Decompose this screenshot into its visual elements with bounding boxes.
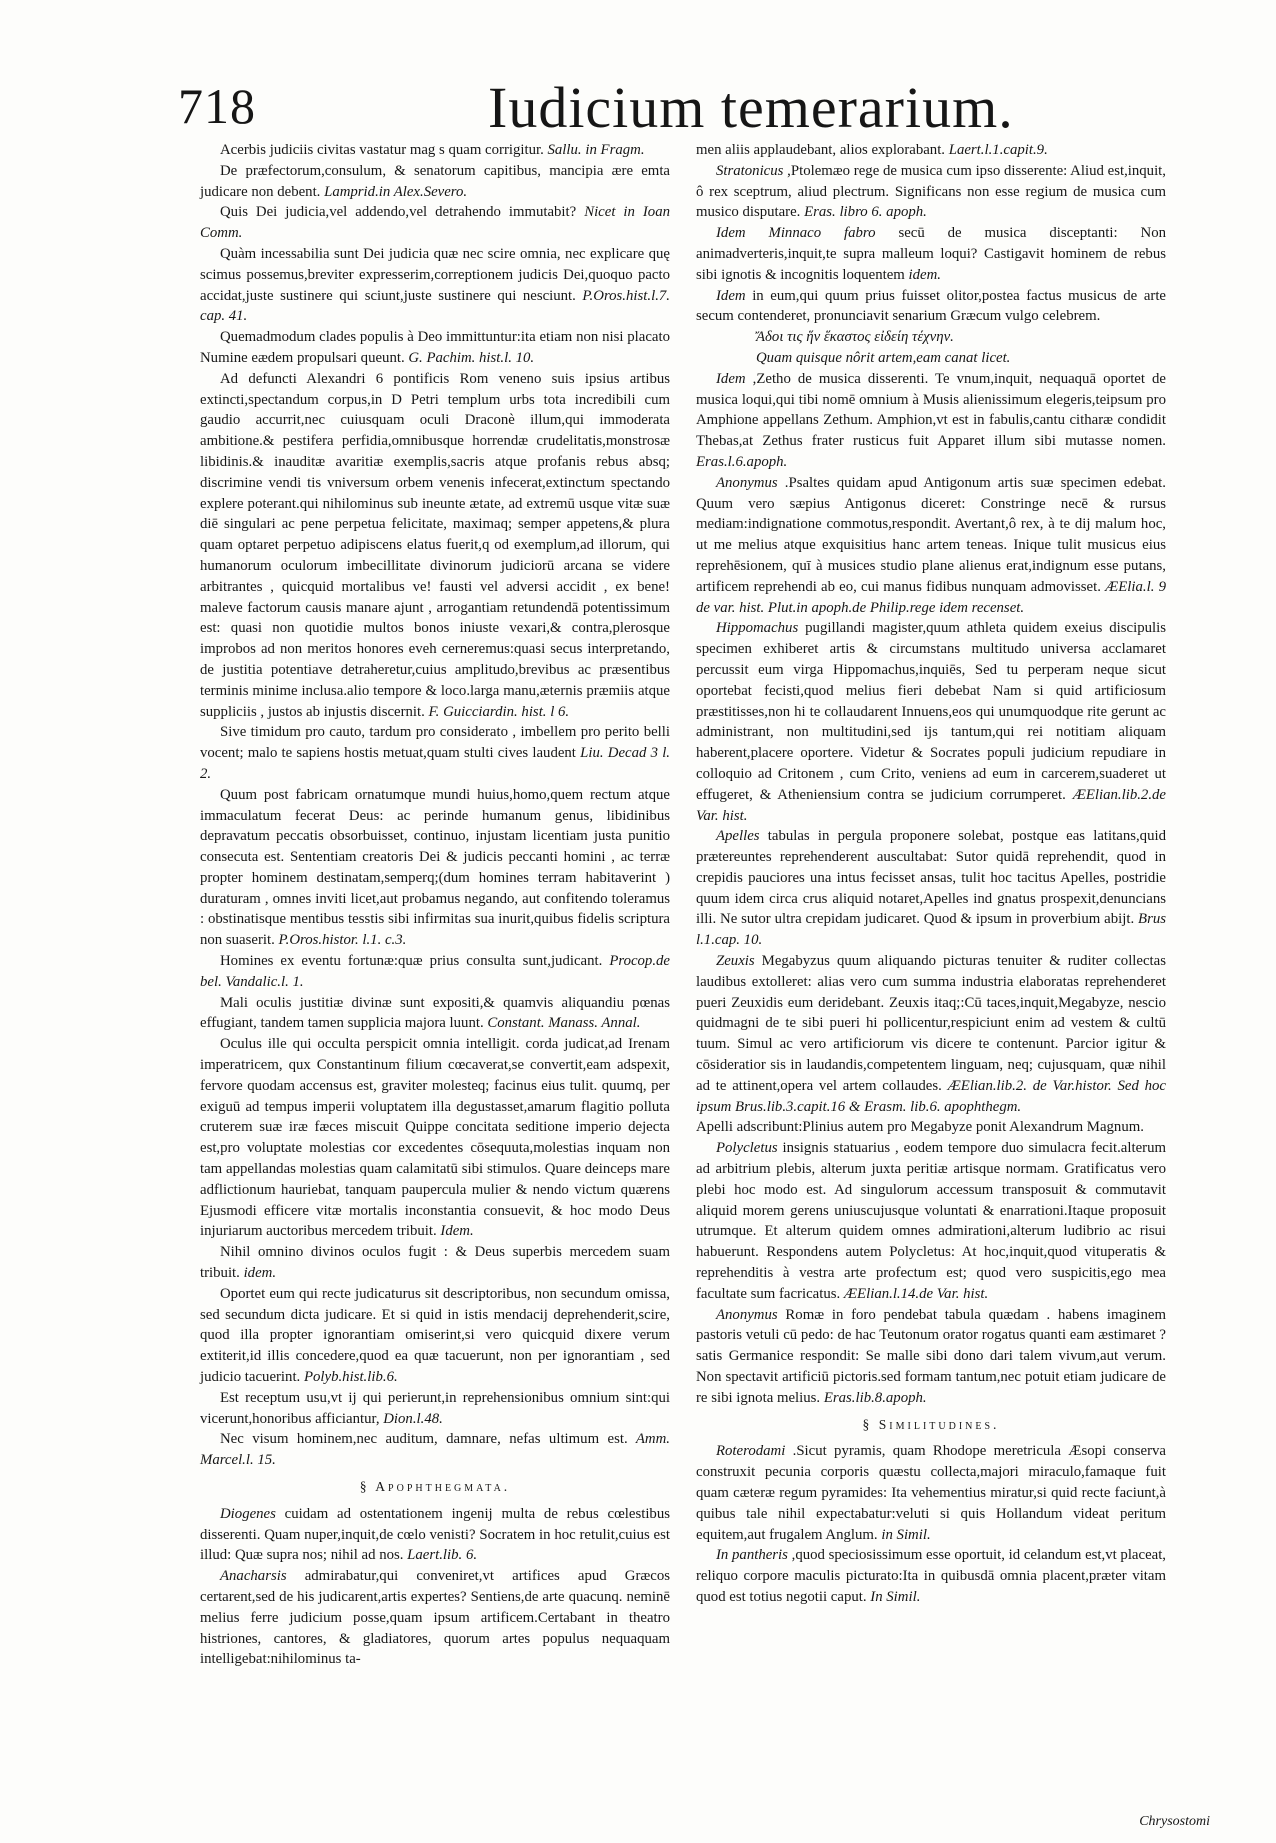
citation: In Simil. — [866, 1588, 921, 1605]
lead-name: Idem — [716, 370, 746, 387]
paragraph-text: Quis Dei judicia,vel addendo,vel detrahendo immutabit? — [220, 204, 577, 221]
paragraph — [200, 140, 670, 161]
paragraph-text: in eum,qui quum prius fuisset olitor,postea factus musicus de arte secum contenderet, pronunciavit senarium Græcum vulgo celebrem. — [696, 287, 1166, 325]
paragraph-text: Sive timidum pro cauto, tardum pro considerato , imbellem pro perito belli vocent; malo te sapiens hostis metuat,quam stulti cives laudent — [200, 724, 670, 762]
paragraph — [200, 1504, 670, 1566]
citation: Dion.l.48. — [379, 1410, 443, 1427]
verse-line: Quam quisque nôrit artem,eam canat licet. — [756, 349, 1011, 366]
paragraph — [200, 1566, 670, 1670]
lead-name: Hippomachus — [716, 620, 799, 637]
citation: Laert.lib. 6. — [403, 1547, 478, 1564]
citation: idem. — [239, 1265, 277, 1282]
citation: Liu. Decad 3 l. 2. — [200, 745, 671, 782]
citation: ÆElia.l. 9 de var. hist. Plut.in apoph.de Philip.rege idem recenset. — [696, 578, 1166, 616]
paragraph — [696, 223, 1166, 285]
paragraph-text: Homines ex eventu fortunæ:quæ prius consulta sunt,judicant. — [220, 953, 603, 970]
citation: idem. — [904, 266, 941, 283]
paragraph — [200, 369, 670, 723]
citation: Brus l.1.cap. 10. — [696, 911, 1167, 949]
citation: Laert.l.1.capit.9. — [945, 142, 1048, 158]
section-heading: § Similitudines. — [862, 1416, 1000, 1432]
paragraph-text: ,Ptolemæo rege de musica cum ipso disserente: Aliud est,inquit, ô rex sceptrum, aliud plectrum. Significans non esse regium de musica cum musico disputare. — [696, 162, 1166, 221]
citation: Sallu. in Fragm. — [543, 142, 645, 158]
lead-name: Anacharsis — [220, 1568, 287, 1585]
citation: ÆElian.lib.2. de Var.histor. Sed hoc ipsum Brus.lib.3.capit.16 & Erasm. lib.6. apophthegm. — [696, 1077, 1166, 1115]
lead-name: Idem Minnaco fabro — [716, 225, 876, 242]
paragraph-text: Ad defuncti Alexandri 6 pontificis Rom veneno suis ipsius artibus extincti,spectandum corpus,in D Petri templum urbs tota incredibili cum gaudio accurrit,nec cuiusquam oculi Draconè illum,qui immoderata ambitione.& pestifera perfidia,omnibusque horrendæ crudelitatis,monstrosæ libidinis.& inauditæ avaritiæ exemplis,sacris atque profanis rebus absq; discrimine vendi tis vniversum orbem venenis infecerat,extinctum spectando explere poterant.qui nihilominus sub ineunte ætate, ad extremū usque vitæ suæ diē singulari ac pene perpetua felicitate, maximaq; semper appetens,& plura quam optaret perpetuo adipiscens elatus fuerit,q od exemplum,ad illorum, qui humanorum oculorum imbecillitate divinorum judiciorū arcana se videre arbitrantes , quicquid mortalibus ve! fausti vel adversi accidit , ex bene! maleve factorum causis manare ajunt , arrogantiam retundendā potentissimum est: quasi non quotidie multos bonos iniuste vexari,& contra,plerosque improbos ad non meritos honores eveh cerneremus:quasi secus interpretando, de justitia potentiave detraheretur,cuius amplitudo,brevibus ac præsentibus terminis minime inclusa.alio tempore & loco.larga manu,æternis præmiis atque suppliciis , justos ab injustis discernit. — [200, 370, 670, 720]
paragraph — [200, 244, 670, 327]
lead-name: Polycletus — [716, 1140, 778, 1157]
paragraph — [200, 993, 670, 1035]
paragraph — [200, 951, 670, 993]
citation: Eras.l.6.apoph. — [696, 453, 788, 470]
lead-name: Idem — [716, 287, 746, 304]
lead-name: Stratonicus — [716, 162, 784, 179]
citation: G. Pachim. hist.l. 10. — [404, 349, 535, 366]
paragraph-text: Quemadmodum clades populis à Deo immittuntur:ita etiam non nisi placato Numine eædem propulsari queunt. — [200, 329, 670, 366]
paragraph-text: Nihil omnino divinos oculos fugit : & Deus superbis mercedem suam tribuit. — [200, 1244, 670, 1282]
paragraph-text: cuidam ad ostentationem ingenij multa de rebus cœlestibus disserenti. Quam nuper,inquit,de cœlo venisti? Socratem in hoc retulit,cuius est illud: Quæ supra nos; nihil ad nos. — [200, 1505, 670, 1564]
paragraph — [696, 1117, 1166, 1138]
citation: Eras. libro 6. apoph. — [800, 204, 927, 221]
paragraph — [200, 202, 670, 244]
right-column — [696, 140, 1166, 1608]
paragraph — [696, 951, 1166, 1117]
citation: Constant. Manass. Annal. — [483, 1015, 641, 1032]
paragraph-text: insignis statuarius , eodem tempore duo simulacra fecit.alterum ad arbitrium plebis, alterum juxta peritiæ artisque normam. Gratificatus vero plebi hoc modo est. Ad singulorum accessum transposuit & commutavit aliquid morem gerens uniuscujusque voluntati & enarrationi.Itaque proposuit utrumque. Et alterum quidem omnes admirationi,alterum ludibrio ac risui habuerunt. Respondens autem Polycletus: At hoc,inquit,quod vituperatis & reprehenditis à vestra arte profectum est; quod vero suspicitis,ego mea facultate sum facricatus. — [696, 1140, 1166, 1302]
running-title: Iudicium temerarium. — [488, 75, 1014, 140]
paragraph — [200, 1284, 670, 1388]
citation: Polyb.hist.lib.6. — [300, 1369, 398, 1386]
paragraph — [200, 1242, 670, 1284]
section-heading: § Apophthegmata. — [359, 1479, 511, 1494]
paragraph-text: Nec visum hominem,nec auditum, damnare, nefas ultimum est. — [220, 1431, 628, 1448]
lead-name: Zeuxis — [716, 953, 755, 970]
catchword: Chrysostomi — [1139, 1814, 1210, 1829]
paragraph-text: tabulas in pergula proponere solebat, postque eas latitans,quid prætereuntes reprehenderent auscultabat: Sutor quidā reprehendit, quod in crepidis pauciores una intus fecisset ansas, tulit hoc tacitus Apelles, postridie quum idem circa crus aliquid notaret,Apelles ind gnatus prospexit,denuncians illi. Ne sutor ultra crepidam judicaret. Quod & ipsum in proverbium abijt. — [696, 828, 1166, 928]
paragraph-text: Oculus ille qui occulta perspicit omnia intelligit. corda judicat,ad Irenam imperatricem, qux Constantinum filium cœcaverat,se convertit,eam adspexit, fervore quodam accensus est, graviter molesteq; facinus eius tulit. quumq, per exiguū ad tempus imperii voluptatem illa degustasset,amarum flagitio polluta cruterem suæ iræ fæces miscuit Quippe concitata seditione imperio dejecta est,pro voluptate molestias cor excedentes cōsequuta,molestias inquam non tam appellandas molestias quam calamitatū sibi stimulos. Quare deinceps mare adflictionum hauriebat, tanquam paupercula mulier & nendo victum quærens Ejusmodi efficere vitæ mortalis inconstantia consuevit, & hoc modo Deus injuriarum auctoribus mercedem tribuit. — [200, 1036, 670, 1240]
left-column — [200, 140, 670, 1670]
paragraph-text: pugillandi magister,quum athleta quidem exeius discipulis specimen exhiberet artis & circumstans multitudo universa acclamaret percussit eum virga Hippomachus,inquiēs, Sed tu perperam neque sicut oportebat fecisti,quod melius fieri debebat Nam si quid artificiosum præstitisses,non hi te collaudarent Innuens,eos qui unumquodque rite gerunt ac administrant, non multitudini,sed ijs tantum,qui rei notitiam aliquam haberent,placere oportere. Videtur & Socrates populi judicium repudiare in colloquio ad Critonem , cum Crito, veniens ad eum in carcerem,suaderet ut effugeret, & Atheniensium contra se judicium corrumperet. — [696, 620, 1166, 803]
lead-name: Anonymus — [716, 1306, 778, 1323]
citation: P.Oros.hist.l.7. cap. 41. — [200, 287, 670, 325]
paragraph — [696, 1305, 1166, 1409]
paragraph — [696, 161, 1166, 223]
paragraph — [200, 722, 670, 784]
paragraph — [696, 1441, 1166, 1545]
paragraph — [696, 369, 1166, 473]
citation: Lamprid.in Alex.Severo. — [320, 183, 468, 200]
lead-name: Apelles — [716, 828, 760, 845]
paragraph — [200, 327, 670, 369]
lead-name: Anonymus — [716, 474, 778, 491]
paragraph-text: Acerbis judiciis civitas vastatur mag s quam corrigitur. — [220, 142, 544, 158]
paragraph-text: men aliis applaudebant, alios explorabant. — [696, 142, 946, 158]
citation: F. Guicciardin. hist. l 6. — [424, 703, 570, 720]
paragraph-text: De præfectorum,consulum, & senatorum capitibus, mancipia ære emta judicare non debent. — [200, 162, 670, 200]
paragraph — [200, 785, 670, 951]
citation: Idem. — [436, 1223, 474, 1240]
paragraph — [696, 826, 1166, 951]
paragraph-text: Est receptum usu,vt ij qui perierunt,in reprehensionibus omnium sint:qui vicerunt,honoribus afficiantur, — [200, 1389, 670, 1427]
paragraph-text: Mali oculis justitiæ divinæ sunt expositi,& quamvis aliquandiu pœnas effugiant, tandem tamen supplicia majora luunt. — [200, 994, 670, 1032]
paragraph-text: admirabatur,qui conveniret,vt artifices apud Græcos certarent,sed de his judicarent,artis expertes? Sentiens,de arte quacunq. neminē melius ferre judicium posse,quam ipsum artificem.Certabant in theatro histriones, cantores, & gladiatores, quorum artes populus nequaquam intelligebat:nihilominus ta- — [200, 1568, 670, 1668]
paragraph-text: ,Zetho de musica disserenti. Te vnum,inquit, nequaquā oportet de musica loqui,qui tibi nomē omnium à Musis alienissimum elegeris,teipsum pro Amphione appellans Zethum. Amphion,vt est in fabulis,cantu citharæ condidit Thebas,at Zethus frater rusticus fuit Apparet illum sibi mutasse nomen. — [696, 370, 1166, 450]
paragraph-text: Quum post fabricam ornatumque mundi huius,homo,quem rectum atque immaculatum fecerat Deus: ac perinde humanum genus, libidinibus depravatum peccatis obsorbuisset, continuo, injustam licentiam justa punitio consecuta est. Sententiam creatoris Dei & judicis peccanti homini , ac terræ propter hominem destinatam,semperq;(dum homines terram habitaverint ) duraturam , omnes inviti licet,aut probamus negando, aut confitendo toleramus : obstinatisque mentibus tesstis sibi infirmitas sua inurit,quibus fidelis scriptura non suaserit. — [200, 786, 670, 949]
verse-line: Ἄδοι τις ἥν ἕκαστος εἰδείη τέχνην. — [756, 329, 954, 346]
lead-name: Roterodami — [716, 1443, 786, 1460]
paragraph — [696, 473, 1166, 619]
citation: ÆElian.l.14.de Var. hist. — [840, 1285, 989, 1302]
citation: ÆElian.lib.2.de Var. hist. — [696, 786, 1166, 824]
citation: Procop.de bel. Vandalic.l. 1. — [200, 953, 670, 990]
paragraph — [200, 1388, 670, 1430]
citation: Eras.lib.8.apoph. — [820, 1389, 927, 1406]
paragraph — [200, 1034, 670, 1242]
lead-name: In pantheris — [716, 1547, 788, 1564]
paragraph-text: Megabyzus quum aliquando picturas tenuiter & ruditer collectas laudibus extolleret: alias vero cum summa industria elaboratas reprehenderet pueri Zeuxidis eum deridebant. Zeuxis itaq;:Cū taces,inquit,Megabyze, nescio quidmagni de te sibi pueri hi pollicentur,respiciunt enim ad vestem & cultū tuum. Simul ac vero artificiorum vis dicere te contenunt. Parcior igitur & cōsideratior sis in laudandis,competentem linguam, neq; cujusquam, quæ nihil ad te attinent,opera vel artem collaudes. — [696, 953, 1166, 1094]
citation: Amm. Marcel.l. 15. — [200, 1431, 670, 1469]
paragraph-text: Quàm incessabilia sunt Dei judicia quæ nec scire omnia, nec explicare quę scimus possemus,breviter expresserim,correptionem judicis Dei,quoquo pacto accidat,juste sustinere qui sciunt,juste sustinere qui nesciunt. — [200, 245, 670, 304]
paragraph-text: secū de musica disceptanti: Non animadverteris,inquit,te supra malleum loqui? Castigavit hominem de rebus sibi ignotis & incognitis loquentem — [696, 225, 1166, 283]
lead-name: Diogenes — [220, 1505, 276, 1522]
paragraph-text: Oportet eum qui recte judicaturus sit descriptoribus, non secundum omissa, sed secundum dicta judicare. Et si quid in istis mendacij deprehenderit,scire, quod illa propter ignorantiam omiserint,si vero quicquid dixere verum extiterit,id illis concedere,quod ea quæ tacuerunt, non per ignorantiam , sed judicio tacuerint. — [200, 1285, 670, 1386]
paragraph-text: .Psaltes quidam apud Antigonum artis suæ specimen edebat. Quum vero sæpius Antigonus diceret: Constringe necē & rursus mediam:indignatione commotus,respondit. Avertant,ô rex, à te dij malum hoc, ut me melius atque exquisitius hanc artem teneas. Inique tulit musicus eius reprehēsionem, quī à musices studio plane alienus erat,indignum esse putans, artificem reprehendi ab eo, cui manus fidibus nunquam admovisset. — [696, 474, 1166, 595]
paragraph-text: ,quod speciosissimum esse oportuit, id celandum est,vt placeat, reliquo corpore maculis picturato:Ita in quibusdā omnia placent,præter vitam quod est totius negotii caput. — [696, 1547, 1167, 1605]
paragraph — [696, 618, 1166, 826]
citation: in Simil. — [877, 1526, 931, 1543]
paragraph — [200, 161, 670, 203]
citation: Nicet in Ioan Comm. — [200, 204, 670, 242]
paragraph-text: .Sicut pyramis, quam Rhodope meretricula Æsopi conserva construxit pecunia corporis quæstu collecta,majori miraculo,famaque fuit quam cæteræ regum pyramides: Ita vehementius miratur,si quid recte faciunt,à quibus tale nihil expectabatur:veluti si quis Hollandum videat peritum equitem,aut frugalem Anglum. — [696, 1443, 1166, 1543]
paragraph — [696, 1545, 1166, 1607]
paragraph — [696, 286, 1166, 328]
paragraph — [696, 140, 1166, 161]
paragraph-text: Romæ in foro pendebat tabula quædam . habens imaginem pastoris vetuli cū pedo: de hac Teutonum orator rogatus quanti eam æstimaret ? satis Germanice respondit: Se malle sibi dono dari talem vivum,aut verum. Non spectavit artificiū pictoris.sed formam tantum,nec potuit etiam judicare de re sibi ignota melius. — [696, 1306, 1166, 1406]
paragraph — [200, 1429, 670, 1471]
paragraph — [696, 1138, 1166, 1304]
paragraph-text: Apelli adscribunt:Plinius autem pro Megabyze ponit Alexandrum Magnum. — [696, 1119, 1144, 1136]
page-number: 718 — [178, 78, 256, 134]
citation: P.Oros.histor. l.1. c.3. — [274, 932, 407, 949]
